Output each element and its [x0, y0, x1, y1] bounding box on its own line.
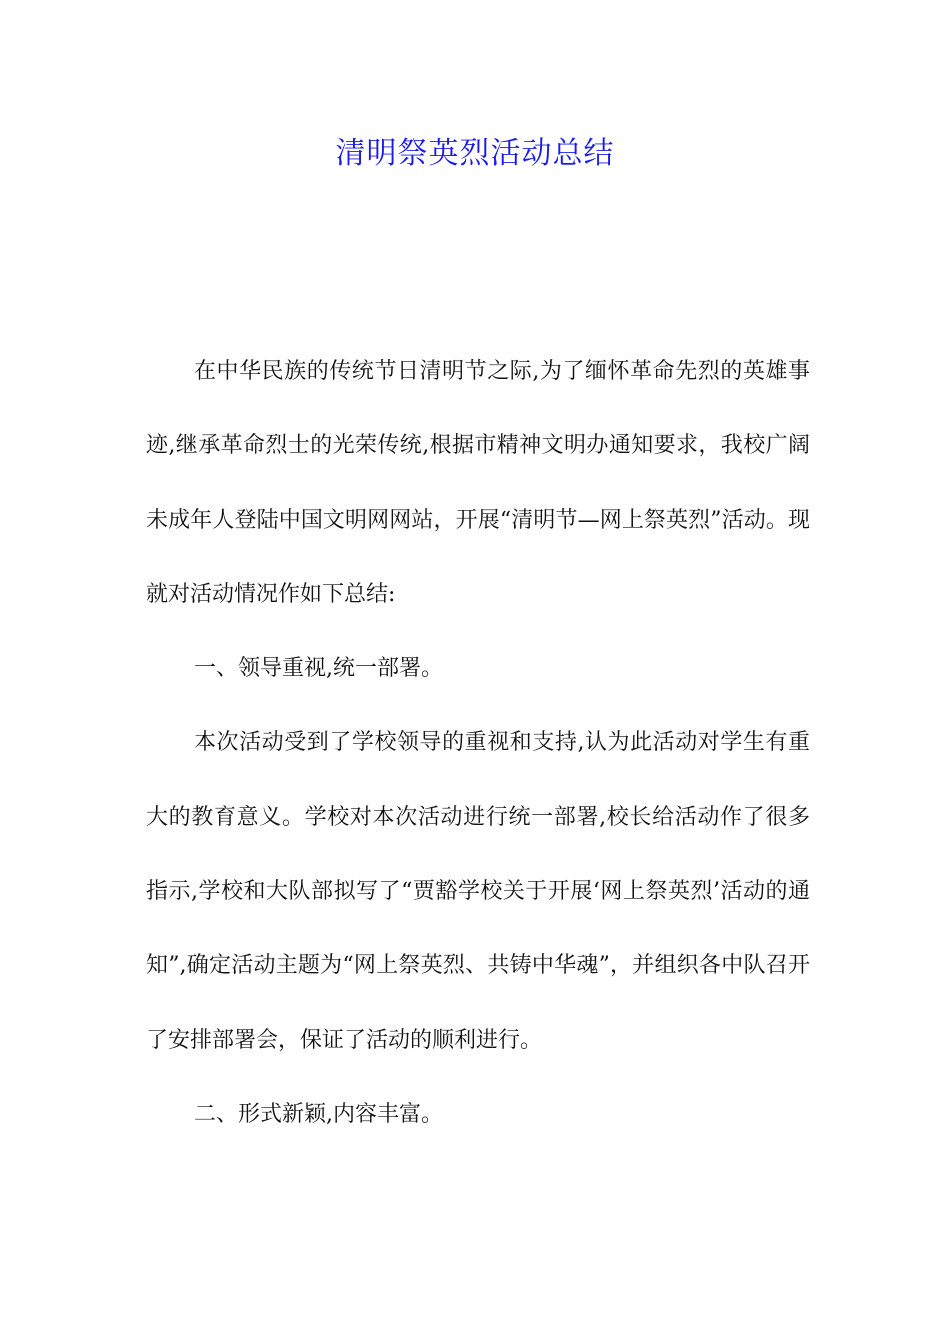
section-heading-2: 二、形式新颖,内容丰富。 — [194, 1101, 443, 1127]
section-heading-1: 一、领导重视,统一部署。 — [194, 656, 443, 682]
paragraph-intro: 在中华民族的传统节日清明节之际,为了缅怀革命先烈的英雄事迹,继承革命烈士的光荣传统,根据市精神文明办通知要求，我校广阔未成年人登陆中国文明网网站，开展“清明节—网上祭英烈”活动。现就对活动情况作如下总结: — [146, 359, 810, 607]
paragraph-section-1: 本次活动受到了学校领导的重视和支持,认为此活动对学生有重大的教育意义。学校对本次活动进行统一部署,校长给活动作了很多指示,学校和大队部拟写了“贾豁学校关于开展‘网上祭英烈’活动的通知”,确定活动主题为“网上祭英烈、共铸中华魂”，并组织各中队召开了安排部署会，保证了活动的顺利进行。 — [146, 730, 810, 1053]
document-body — [146, 335, 810, 1152]
document-title: 清明祭英烈活动总结 — [335, 136, 615, 171]
